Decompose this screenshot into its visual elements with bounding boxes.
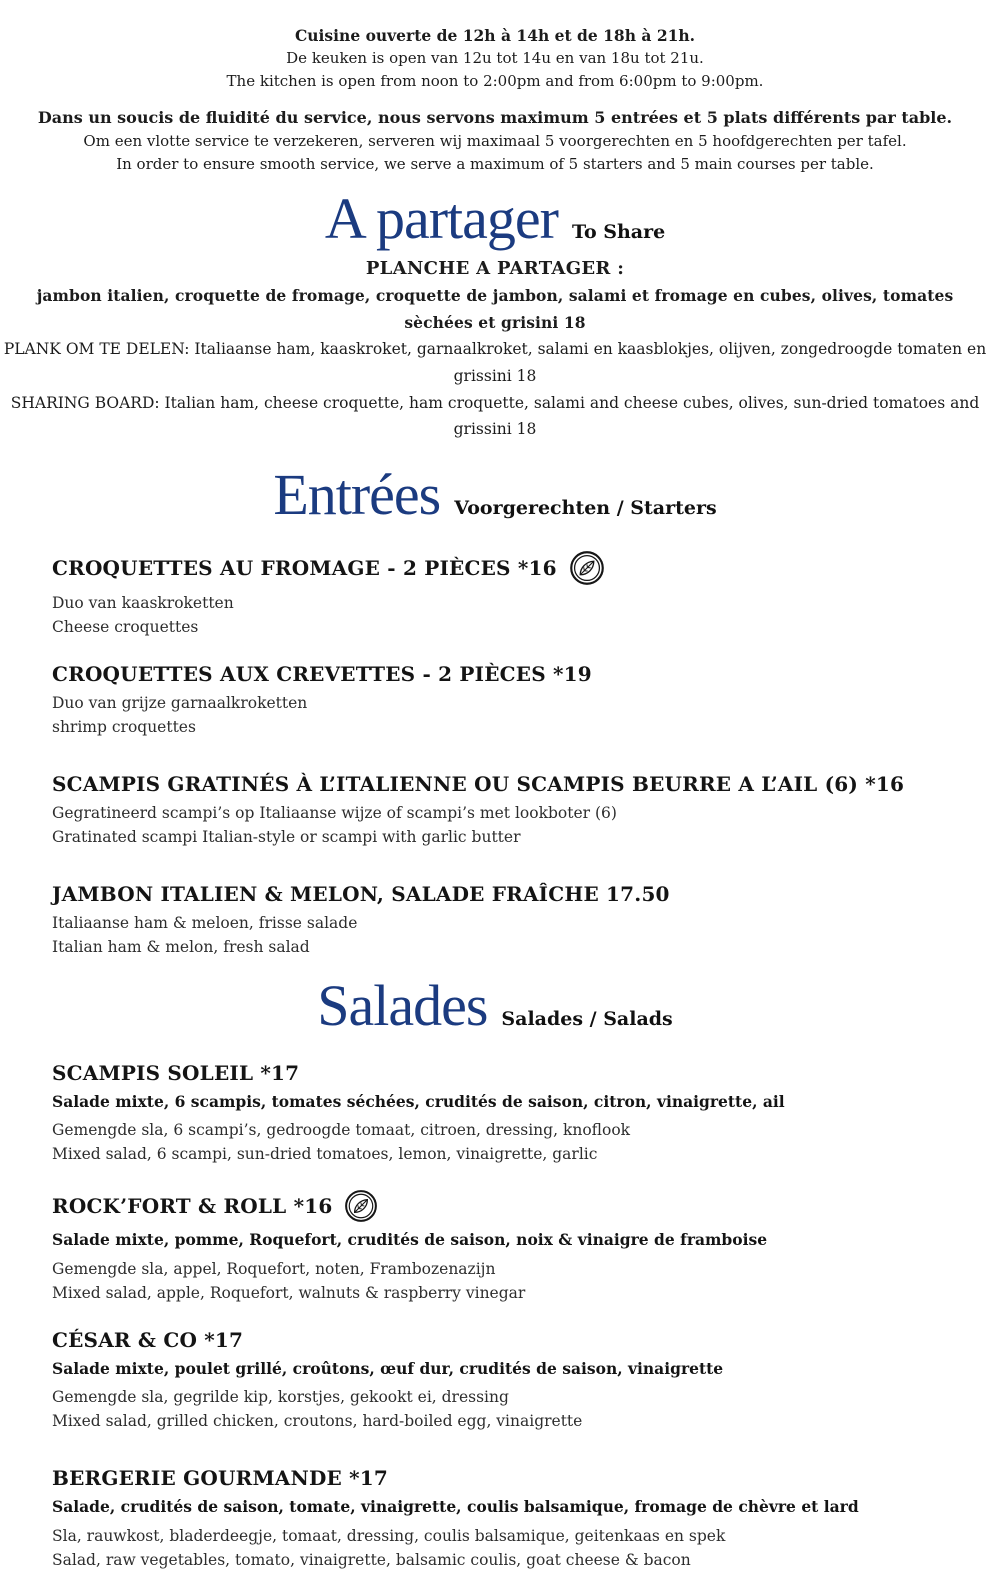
vegetarian-icon xyxy=(569,550,605,586)
menu-item-cesar-co xyxy=(52,1328,950,1432)
vegetarian-icon xyxy=(344,1189,378,1223)
menu-item-title: JAMBON ITALIEN & MELON, SALADE FRAÎCHE 17.50 xyxy=(52,881,670,906)
planche-item-title: PLANCHE A PARTAGER : xyxy=(365,258,625,280)
salads-section-heading xyxy=(0,972,990,1038)
share-section-title: A partager xyxy=(324,186,558,252)
menu-item-title: SCAMPIS GRATINÉS À L’ITALIENNE OU SCAMPIS BEURRE A L’AIL (6) *16 xyxy=(52,771,905,796)
menu-item-desc-fr: Salade mixte, poulet grillé, croûtons, œuf dur, crudités de saison, vinaigrette xyxy=(52,1358,724,1378)
service-notice-block xyxy=(0,106,990,175)
menu-item-croquettes-crevettes xyxy=(52,662,950,738)
menu-item-desc-nl: Gegratineerd scampi’s op Italiaanse wijze of scampi’s met lookboter (6) xyxy=(52,803,617,822)
salads-section-subtitle: Salades / Salads xyxy=(501,1007,673,1030)
menu-item-desc-nl: Duo van kaaskroketten xyxy=(52,593,234,612)
share-section-subtitle: To Share xyxy=(571,221,666,244)
salads-section-title: Salades xyxy=(317,972,488,1038)
menu-item-desc-en: Salad, raw vegetables, tomato, vinaigrette, balsamic coulis, goat cheese & bacon xyxy=(52,1550,691,1569)
menu-item-desc-nl: Italiaanse ham & meloen, frisse salade xyxy=(52,913,358,932)
section-entrees xyxy=(0,462,990,958)
planche-desc-fr: jambon italien, croquette de fromage, croquette de jambon, salami et fromage en cubes, olives, tomates sèchées et grisini 18 xyxy=(36,286,954,332)
planche-desc-en: SHARING BOARD: Italian ham, cheese croquette, ham croquette, salami and cheese cubes, olives, sun-dried tomatoes and grissini 18 xyxy=(10,393,980,439)
menu-item-desc-en: Gratinated scampi Italian-style or scampi with garlic butter xyxy=(52,827,521,846)
starters-section-heading xyxy=(0,462,990,528)
menu-item-desc-nl: Duo van grijze garnaalkroketten xyxy=(52,693,308,712)
menu-item-desc-en: Mixed salad, apple, Roquefort, walnuts & raspberry vinegar xyxy=(52,1283,526,1302)
menu-item-desc-en: Mixed salad, grilled chicken, croutons, hard-boiled egg, vinaigrette xyxy=(52,1412,583,1431)
menu-item-desc-en: Cheese croquettes xyxy=(52,617,199,636)
opening-hours-fr: Cuisine ouverte de 12h à 14h et de 18h à 21h. xyxy=(294,26,696,45)
menu-item-scampis-soleil xyxy=(52,1061,950,1165)
menu-item-desc-en: Italian ham & melon, fresh salad xyxy=(52,937,310,956)
menu-item-desc-fr: Salade mixte, 6 scampis, tomates séchées, crudités de saison, citron, vinaigrette, ail xyxy=(52,1091,785,1111)
menu-item-desc-nl: Gemengde sla, appel, Roquefort, noten, Frambozenazijn xyxy=(52,1259,496,1278)
menu-item-croquettes-fromage xyxy=(52,550,950,638)
menu-item-desc-nl: Sla, rauwkost, bladerdeegje, tomaat, dressing, coulis balsamique, geitenkaas en spek xyxy=(52,1526,726,1545)
menu-item-title: BERGERIE GOURMANDE *17 xyxy=(52,1466,389,1491)
share-section-heading xyxy=(0,186,990,252)
starters-section-title: Entrées xyxy=(273,462,441,528)
menu-item-bergerie-gourmande xyxy=(52,1466,950,1570)
service-notice-fr: Dans un soucis de fluidité du service, nous servons maximum 5 entrées et 5 plats différents par table. xyxy=(37,108,953,128)
salads-list xyxy=(0,1061,990,1571)
service-notice-nl: Om een vlotte service te verzekeren, serveren wij maximaal 5 voorgerechten en 5 hoofdgerechten per tafel. xyxy=(83,132,907,151)
planche-description xyxy=(0,283,990,443)
menu-item-desc-fr: Salade mixte, pomme, Roquefort, crudités de saison, noix & vinaigre de framboise xyxy=(52,1230,768,1250)
starters-list xyxy=(0,550,990,958)
section-a-partager xyxy=(0,186,990,443)
menu-item-title: SCAMPIS SOLEIL *17 xyxy=(52,1060,300,1085)
menu-item-title: CROQUETTES AUX CREVETTES - 2 PIÈCES *19 xyxy=(52,661,592,686)
service-notice-en: In order to ensure smooth service, we serve a maximum of 5 starters and 5 main courses per table. xyxy=(116,154,874,173)
menu-item-scampis-gratines xyxy=(52,772,950,848)
opening-hours-en: The kitchen is open from noon to 2:00pm and from 6:00pm to 9:00pm. xyxy=(226,71,764,90)
menu-item-desc-en: Mixed salad, 6 scampi, sun-dried tomatoes, lemon, vinaigrette, garlic xyxy=(52,1145,598,1164)
starters-section-subtitle: Voorgerechten / Starters xyxy=(454,497,717,520)
menu-item-desc-en: shrimp croquettes xyxy=(52,717,196,736)
opening-hours-nl: De keuken is open van 12u tot 14u en van 18u tot 21u. xyxy=(286,49,704,68)
menu-item-desc-fr: Salade, crudités de saison, tomate, vinaigrette, coulis balsamique, fromage de chèvre et lard xyxy=(52,1497,859,1517)
menu-item-desc-nl: Gemengde sla, gegrilde kip, korstjes, gekookt ei, dressing xyxy=(52,1388,509,1407)
menu-item-rockfort-roll xyxy=(52,1189,950,1303)
menu-item-title: CÉSAR & CO *17 xyxy=(52,1327,244,1352)
menu-item-title: ROCK’FORT & ROLL *16 xyxy=(52,1194,333,1219)
menu-item-desc-nl: Gemengde sla, 6 scampi’s, gedroogde tomaat, citroen, dressing, knoflook xyxy=(52,1121,631,1140)
menu-item-jambon-melon xyxy=(52,882,950,958)
opening-hours-block xyxy=(0,24,990,92)
planche-desc-nl: PLANK OM TE DELEN: Italiaanse ham, kaaskroket, garnaalkroket, salami en kaasblokjes, olijven, zongedroogde tomaten en grissini 18 xyxy=(3,340,987,386)
menu-item-title: CROQUETTES AU FROMAGE - 2 PIÈCES *16 xyxy=(52,555,557,580)
section-salades xyxy=(0,972,990,1571)
